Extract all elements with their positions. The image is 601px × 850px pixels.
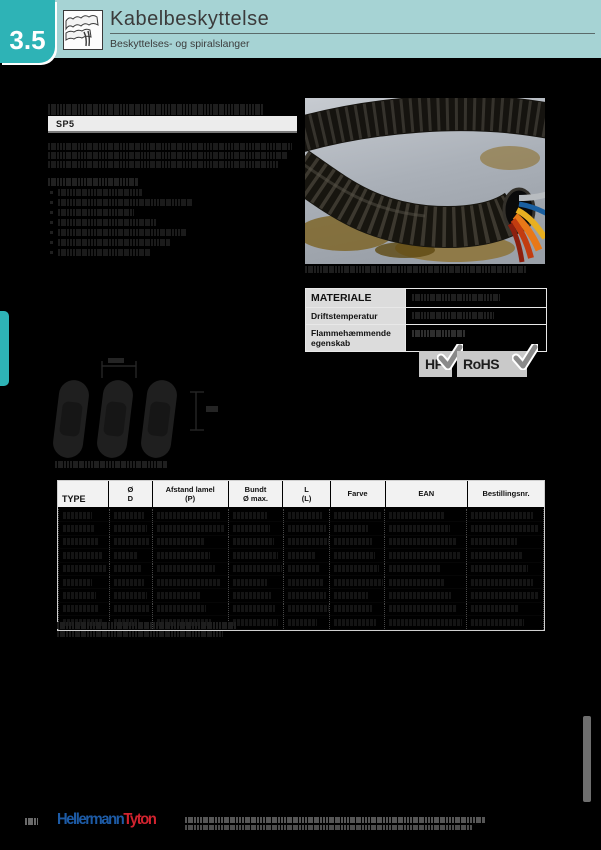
product-spec-table <box>57 480 545 631</box>
table-cell-redacted <box>110 563 154 575</box>
section-number: 3.5 <box>9 25 46 55</box>
table-cell-redacted <box>229 549 284 561</box>
table-cell-redacted <box>153 589 229 601</box>
col-bundt: Bundt Ø max. <box>229 481 284 507</box>
bullet-icon <box>50 211 53 214</box>
table-cell-redacted <box>153 563 229 575</box>
driftstemperatur-label: Driftstemperatur <box>306 308 405 324</box>
rohs-badge <box>457 351 527 377</box>
table-row <box>59 549 543 562</box>
table-cell-redacted <box>110 522 154 534</box>
col-bestillingsnr: Bestillingsnr. <box>482 489 530 499</box>
table-row <box>59 563 543 576</box>
table-cell-redacted <box>229 536 284 548</box>
section-side-tab <box>0 311 9 386</box>
table-cell-redacted <box>330 576 385 588</box>
table-cell-redacted <box>467 549 543 561</box>
table-cell-redacted <box>284 522 331 534</box>
bullet-item-redacted <box>58 219 156 226</box>
bullet-item-redacted <box>58 229 186 236</box>
bullet-item-redacted <box>58 189 142 196</box>
table-cell-redacted <box>59 536 110 548</box>
table-cell-redacted <box>330 589 385 601</box>
checkmark-icon <box>512 344 538 370</box>
table-cell-redacted <box>467 616 543 628</box>
hellermanntyton-logo: HellermannTyton <box>57 811 156 828</box>
page-subtitle: Beskyttelses- og spiralslanger <box>110 38 250 50</box>
table-cell-redacted <box>153 522 229 534</box>
table-row <box>59 576 543 589</box>
table-cell-redacted <box>153 549 229 561</box>
materiale-value-redacted <box>405 289 546 307</box>
table-cell-redacted <box>284 616 331 628</box>
page-number-redacted <box>25 818 38 825</box>
table-cell-redacted <box>153 509 229 521</box>
photo-caption-redacted <box>305 266 527 273</box>
table-cell-redacted <box>229 616 284 628</box>
bullet-icon <box>50 201 53 204</box>
footer-text-redacted <box>185 825 473 830</box>
table-cell-redacted <box>284 563 331 575</box>
table-cell-redacted <box>284 536 331 548</box>
table-cell-redacted <box>385 616 467 628</box>
bullet-item-redacted <box>58 199 192 206</box>
product-heading-redacted <box>48 104 263 115</box>
diagram-caption-redacted <box>55 461 167 468</box>
table-cell-redacted <box>467 576 543 588</box>
table-cell-redacted <box>59 563 110 575</box>
bullet-item-redacted <box>58 239 170 246</box>
bullet-icon <box>50 241 53 244</box>
flammehaemmende-label: Flammehæmmende egenskab <box>306 325 405 351</box>
materiale-header: MATERIALE <box>306 289 405 307</box>
col-ean: EAN <box>386 481 469 507</box>
table-cell-redacted <box>110 536 154 548</box>
material-spec-table <box>305 288 547 352</box>
table-row <box>59 603 543 616</box>
table-cell-redacted <box>59 576 110 588</box>
table-cell-redacted <box>110 576 154 588</box>
table-cell-redacted <box>59 549 110 561</box>
table-cell-redacted <box>284 509 331 521</box>
table-row <box>59 522 543 535</box>
table-cell-redacted <box>59 522 110 534</box>
table-cell-redacted <box>59 589 110 601</box>
bullet-icon <box>50 191 53 194</box>
driftstemperatur-value-redacted <box>405 308 546 324</box>
table-cell-redacted <box>153 603 229 615</box>
bullet-item-redacted <box>58 249 150 256</box>
table-row <box>306 289 546 308</box>
table-cell-redacted <box>385 509 467 521</box>
table-cell-redacted <box>110 589 154 601</box>
table-cell-redacted <box>110 603 154 615</box>
table-cell-redacted <box>284 576 331 588</box>
table-cell-redacted <box>229 563 284 575</box>
col-afstand-lamel: Afstand lamel (P) <box>153 481 229 507</box>
table-cell-redacted <box>229 509 284 521</box>
hf-badge <box>419 351 452 377</box>
table-cell-redacted <box>467 589 543 601</box>
table-cell-redacted <box>59 603 110 615</box>
table-cell-redacted <box>153 576 229 588</box>
table-cell-redacted <box>153 536 229 548</box>
table-cell-redacted <box>330 603 385 615</box>
table-row <box>59 536 543 549</box>
table-cell-redacted <box>330 549 385 561</box>
table-row <box>306 325 546 351</box>
description-line-redacted <box>48 143 292 150</box>
table-cell-redacted <box>385 589 467 601</box>
bullet-item-redacted <box>58 209 134 216</box>
page-title: Kabelbeskyttelse <box>110 8 270 30</box>
table-cell-redacted <box>284 603 331 615</box>
bullet-icon <box>50 221 53 224</box>
section-number-tab <box>0 0 55 63</box>
footer-text-redacted <box>185 817 485 823</box>
table-cell-redacted <box>229 589 284 601</box>
table-body-redacted <box>58 509 544 630</box>
table-cell-redacted <box>385 522 467 534</box>
table-header-row <box>58 481 544 509</box>
table-cell-redacted <box>467 536 543 548</box>
table-cell-redacted <box>385 536 467 548</box>
description-line-redacted <box>48 161 278 168</box>
table-cell-redacted <box>229 576 284 588</box>
table-cell-redacted <box>330 522 385 534</box>
table-cell-redacted <box>467 509 543 521</box>
table-cell-redacted <box>467 563 543 575</box>
title-divider <box>110 33 595 34</box>
table-row <box>59 589 543 602</box>
col-farve: Farve <box>331 481 386 507</box>
table-cell-redacted <box>385 576 467 588</box>
table-row <box>59 509 543 522</box>
table-cell-redacted <box>330 616 385 628</box>
table-cell-redacted <box>330 536 385 548</box>
edition-sidebar-redacted <box>583 716 591 802</box>
description-line-redacted <box>48 152 288 159</box>
table-cell-redacted <box>229 603 284 615</box>
col-type: TYPE <box>58 481 109 507</box>
product-photo <box>305 98 545 264</box>
footnote-redacted <box>57 631 223 637</box>
table-row <box>306 308 546 325</box>
table-cell-redacted <box>110 549 154 561</box>
table-cell-redacted <box>229 522 284 534</box>
table-cell-redacted <box>110 509 154 521</box>
table-cell-redacted <box>59 509 110 521</box>
dimension-diagram <box>48 358 223 462</box>
product-code: SP5 <box>56 118 75 129</box>
bullet-icon <box>50 231 53 234</box>
table-cell-redacted <box>385 549 467 561</box>
col-diameter: Ø D <box>109 481 153 507</box>
rohs-label: RoHS <box>463 356 500 372</box>
hf-label: HF <box>425 356 443 372</box>
table-cell-redacted <box>467 603 543 615</box>
table-cell-redacted <box>284 549 331 561</box>
col-length: L (L) <box>283 481 330 507</box>
product-code-bar <box>48 116 297 133</box>
footnote-redacted <box>57 622 237 629</box>
table-cell-redacted <box>385 563 467 575</box>
features-subheading-redacted <box>48 178 138 186</box>
table-cell-redacted <box>330 563 385 575</box>
table-cell-redacted <box>467 522 543 534</box>
table-cell-redacted <box>330 509 385 521</box>
table-cell-redacted <box>385 603 467 615</box>
table-cell-redacted <box>284 589 331 601</box>
bullet-icon <box>50 251 53 254</box>
corrugated-tube-icon <box>63 10 103 50</box>
